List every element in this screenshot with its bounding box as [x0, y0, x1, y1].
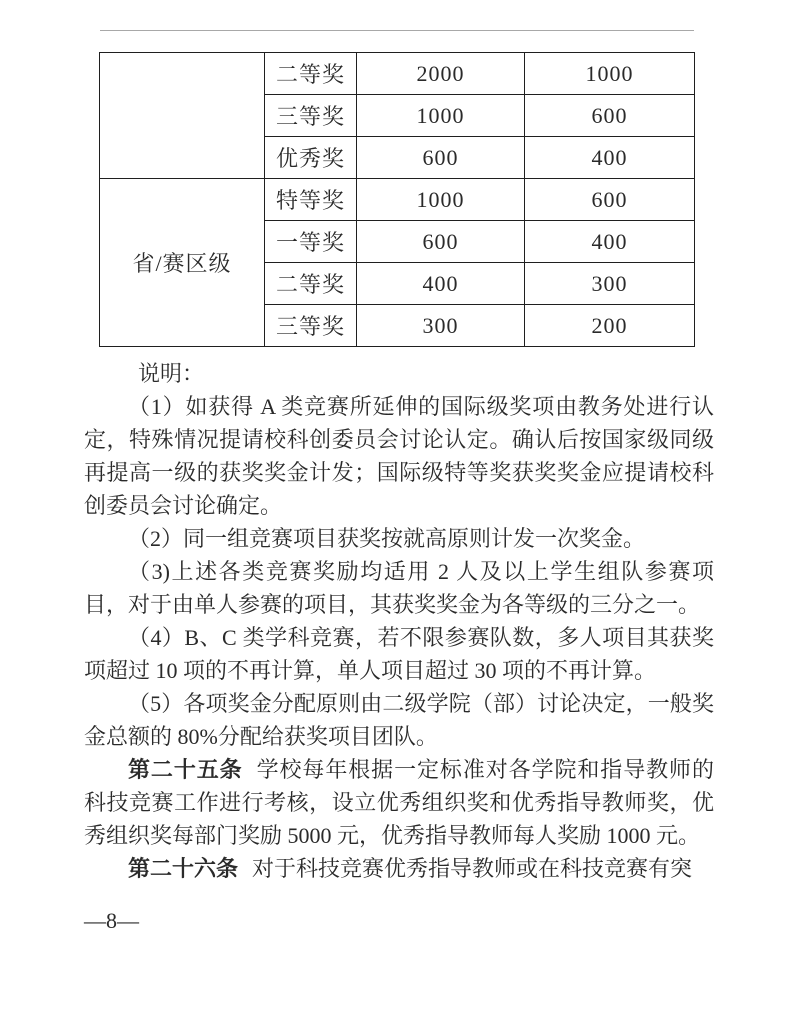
article-26-title: 第二十六条	[128, 856, 239, 881]
body-text	[84, 357, 714, 885]
article-25-title: 第二十五条	[128, 757, 243, 782]
note-paragraph-3: （3)上述各类竞赛奖励均适用 2 人及以上学生组队参赛项目，对于由单人参赛的项目，其获奖奖金为各等级的三分之一。	[84, 559, 714, 617]
level-cell-province: 省/赛区级	[100, 179, 265, 347]
amount-cell: 400	[525, 137, 695, 179]
article-26-text: 对于科技竞赛优秀指导教师或在科技竞赛有突	[252, 856, 693, 881]
amount-cell: 600	[357, 221, 525, 263]
note-paragraph-5: （5）各项奖金分配原则由二级学院（部）讨论决定，一般奖金总额的 80%分配给获奖项目团队。	[84, 691, 714, 749]
article-25	[84, 753, 714, 852]
amount-cell: 400	[525, 221, 695, 263]
award-cell: 二等奖	[265, 53, 357, 95]
article-25-text: 学校每年根据一定标准对各学院和指导教师的科技竞赛工作进行考核，设立优秀组织奖和优秀指导教师奖，优秀组织奖每部门奖励 5000 元，优秀指导教师每人奖励 1000 元。	[84, 757, 714, 848]
amount-cell: 1000	[525, 53, 695, 95]
table-row	[100, 179, 695, 221]
amount-cell: 600	[525, 95, 695, 137]
amount-cell: 1000	[357, 179, 525, 221]
award-cell: 三等奖	[265, 95, 357, 137]
amount-cell: 200	[525, 305, 695, 347]
amount-cell: 300	[525, 263, 695, 305]
amount-cell: 400	[357, 263, 525, 305]
article-26	[84, 852, 714, 885]
amount-cell: 1000	[357, 95, 525, 137]
page-number: —8—	[84, 908, 139, 933]
amount-cell: 600	[525, 179, 695, 221]
award-cell: 优秀奖	[265, 137, 357, 179]
award-cell: 特等奖	[265, 179, 357, 221]
table-continuation-line	[100, 30, 694, 31]
level-cell-empty	[100, 53, 265, 179]
award-cell: 三等奖	[265, 305, 357, 347]
award-cell: 二等奖	[265, 263, 357, 305]
award-amounts-table	[99, 52, 695, 347]
note-paragraph-1: （1）如获得 A 类竞赛所延伸的国际级奖项由教务处进行认定，特殊情况提请校科创委员会讨论认定。确认后按国家级同级再提高一级的获奖奖金计发；国际级特等奖获奖奖金应提请校科创委员会讨论确定。	[84, 394, 714, 518]
note-paragraph-4: （4）B、C 类学科竞赛，若不限参赛队数，多人项目其获奖项超过 10 项的不再计算，单人项目超过 30 项的不再计算。	[84, 625, 714, 683]
amount-cell: 300	[357, 305, 525, 347]
notes-heading: 说明：	[138, 361, 205, 386]
amount-cell: 600	[357, 137, 525, 179]
award-cell: 一等奖	[265, 221, 357, 263]
note-paragraph-2: （2）同一组竞赛项目获奖按就高原则计发一次奖金。	[128, 526, 646, 551]
table-row	[100, 53, 695, 95]
amount-cell: 2000	[357, 53, 525, 95]
